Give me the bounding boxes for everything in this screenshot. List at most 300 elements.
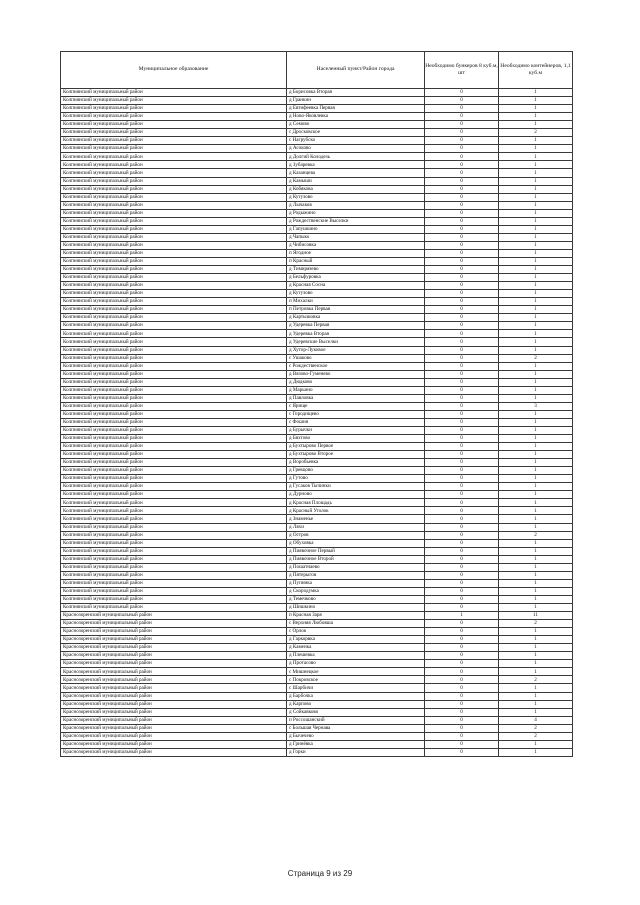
cell-containers: 1 [499, 660, 573, 668]
cell-containers: 1 [499, 491, 573, 499]
cell-municipality: Краснозоренский муниципальный район [61, 692, 287, 700]
cell-containers: 1 [499, 563, 573, 571]
cell-bunkers: 0 [425, 579, 499, 587]
cell-bunkers: 0 [425, 89, 499, 97]
table-row [61, 499, 573, 507]
cell-bunkers: 0 [425, 274, 499, 282]
cell-municipality: Колпнянский муниципальный район [61, 563, 287, 571]
cell-municipality: Краснозоренский муниципальный район [61, 668, 287, 676]
table-row [61, 378, 573, 386]
cell-settlement: с Рождественское [287, 362, 425, 370]
table-row [61, 684, 573, 692]
cell-containers: 1 [499, 161, 573, 169]
cell-settlement: д Гусаков Тычинки [287, 483, 425, 491]
header-bunkers: Необходимо бункеров 8 куб.м, шт [425, 52, 499, 89]
cell-municipality: Краснозоренский муниципальный район [61, 740, 287, 748]
cell-bunkers: 0 [425, 330, 499, 338]
cell-bunkers: 0 [425, 732, 499, 740]
cell-bunkers: 0 [425, 604, 499, 612]
cell-municipality: Колпнянский муниципальный район [61, 282, 287, 290]
cell-bunkers: 0 [425, 587, 499, 595]
cell-settlement: д Дюдково [287, 378, 425, 386]
cell-containers: 1 [499, 185, 573, 193]
table-row [61, 89, 573, 97]
cell-municipality: Колпнянский муниципальный район [61, 298, 287, 306]
cell-containers: 1 [499, 137, 573, 145]
cell-municipality: Колпнянский муниципальный район [61, 314, 287, 322]
cell-settlement: д Воробьевка [287, 459, 425, 467]
cell-settlement: д Лычаков [287, 201, 425, 209]
cell-containers: 1 [499, 145, 573, 153]
cell-settlement: с Большая Чернава [287, 724, 425, 732]
cell-bunkers: 0 [425, 475, 499, 483]
cell-settlement: д Ново-Яковлевка [287, 113, 425, 121]
cell-bunkers: 0 [425, 386, 499, 394]
cell-municipality: Колпнянский муниципальный район [61, 306, 287, 314]
cell-containers: 4 [499, 716, 573, 724]
cell-settlement: с Городищево [287, 410, 425, 418]
cell-bunkers: 1 [425, 612, 499, 620]
table-row [61, 595, 573, 603]
cell-bunkers: 0 [425, 435, 499, 443]
cell-containers: 1 [499, 451, 573, 459]
cell-settlement: д Марьино [287, 386, 425, 394]
table-row [61, 193, 573, 201]
cell-bunkers: 0 [425, 145, 499, 153]
cell-settlement: д Удеревка Первая [287, 322, 425, 330]
cell-containers: 1 [499, 652, 573, 660]
cell-municipality: Колпнянский муниципальный район [61, 153, 287, 161]
cell-settlement: д Родыжино [287, 209, 425, 217]
cell-containers: 1 [499, 378, 573, 386]
cell-containers: 1 [499, 483, 573, 491]
cell-containers: 1 [499, 515, 573, 523]
cell-bunkers: 0 [425, 225, 499, 233]
cell-municipality: Краснозоренский муниципальный район [61, 612, 287, 620]
cell-settlement: д Асоково [287, 145, 425, 153]
table-row [61, 515, 573, 523]
cell-municipality: Краснозоренский муниципальный район [61, 628, 287, 636]
table-row [61, 491, 573, 499]
table-row [61, 507, 573, 515]
cell-containers: 1 [499, 266, 573, 274]
cell-bunkers: 0 [425, 660, 499, 668]
cell-settlement: д Гапушкино [287, 225, 425, 233]
cell-containers: 1 [499, 604, 573, 612]
cell-containers: 11 [499, 612, 573, 620]
table-row [61, 225, 573, 233]
cell-settlement: д Бухтырово Первое [287, 443, 425, 451]
table-row [61, 418, 573, 426]
table-row [61, 145, 573, 153]
cell-settlement: п Россошанский [287, 716, 425, 724]
cell-containers: 1 [499, 692, 573, 700]
table-row [61, 314, 573, 322]
cell-municipality: Колпнянский муниципальный район [61, 467, 287, 475]
cell-containers: 1 [499, 708, 573, 716]
cell-settlement: д Темечково [287, 595, 425, 603]
cell-municipality: Колпнянский муниципальный район [61, 394, 287, 402]
cell-containers: 1 [499, 233, 573, 241]
cell-municipality: Краснозоренский муниципальный район [61, 660, 287, 668]
cell-containers: 3 [499, 402, 573, 410]
cell-containers: 1 [499, 121, 573, 129]
cell-containers: 1 [499, 410, 573, 418]
table-row [61, 394, 573, 402]
cell-settlement: д Чапыко [287, 233, 425, 241]
cell-bunkers: 0 [425, 153, 499, 161]
cell-municipality: Колпнянский муниципальный район [61, 595, 287, 603]
table-row [61, 708, 573, 716]
table-row [61, 201, 573, 209]
cell-bunkers: 0 [425, 185, 499, 193]
cell-bunkers: 0 [425, 724, 499, 732]
cell-municipality: Колпнянский муниципальный район [61, 266, 287, 274]
cell-bunkers: 0 [425, 410, 499, 418]
cell-bunkers: 0 [425, 370, 499, 378]
cell-containers: 1 [499, 290, 573, 298]
table-row [61, 241, 573, 249]
table-row [61, 467, 573, 475]
cell-bunkers: 0 [425, 531, 499, 539]
table-row [61, 362, 573, 370]
cell-bunkers: 0 [425, 507, 499, 515]
cell-settlement: д Гринёвка [287, 740, 425, 748]
cell-bunkers: 0 [425, 241, 499, 249]
cell-containers: 1 [499, 193, 573, 201]
cell-settlement: д Кутузово [287, 290, 425, 298]
cell-containers: 1 [499, 298, 573, 306]
table-row [61, 740, 573, 748]
cell-containers: 1 [499, 153, 573, 161]
cell-containers: 1 [499, 346, 573, 354]
cell-bunkers: 0 [425, 177, 499, 185]
cell-settlement: д Пиявочное Первый [287, 547, 425, 555]
cell-bunkers: 0 [425, 354, 499, 362]
cell-settlement: д Шишкино [287, 604, 425, 612]
cell-settlement: д Казанцева [287, 169, 425, 177]
cell-municipality: Колпнянский муниципальный район [61, 475, 287, 483]
cell-bunkers: 0 [425, 595, 499, 603]
cell-settlement: д Тимирязево [287, 266, 425, 274]
cell-settlement: д Пиявочное Второй [287, 555, 425, 563]
table-row [61, 668, 573, 676]
cell-settlement: д Пятерыгов [287, 571, 425, 579]
cell-municipality: Краснозоренский муниципальный район [61, 700, 287, 708]
cell-containers: 1 [499, 306, 573, 314]
cell-containers: 2 [499, 129, 573, 137]
cell-municipality: Колпнянский муниципальный район [61, 290, 287, 298]
cell-bunkers: 0 [425, 628, 499, 636]
cell-municipality: Колпнянский муниципальный район [61, 435, 287, 443]
cell-settlement: с Дросковское [287, 129, 425, 137]
cell-containers: 1 [499, 249, 573, 257]
cell-containers: 1 [499, 338, 573, 346]
cell-bunkers: 0 [425, 684, 499, 692]
table-row [61, 571, 573, 579]
cell-settlement: с Покровское [287, 676, 425, 684]
cell-bunkers: 0 [425, 362, 499, 370]
cell-municipality: Колпнянский муниципальный район [61, 241, 287, 249]
cell-containers: 1 [499, 314, 573, 322]
cell-settlement: д Красная Площадь [287, 499, 425, 507]
cell-municipality: Колпнянский муниципальный район [61, 579, 287, 587]
cell-containers: 1 [499, 668, 573, 676]
table-row [61, 266, 573, 274]
table-row [61, 137, 573, 145]
cell-bunkers: 0 [425, 515, 499, 523]
table-row [61, 716, 573, 724]
cell-municipality: Колпнянский муниципальный район [61, 177, 287, 185]
cell-containers: 1 [499, 370, 573, 378]
cell-containers: 1 [499, 217, 573, 225]
cell-bunkers: 0 [425, 378, 499, 386]
cell-bunkers: 0 [425, 137, 499, 145]
table-row [61, 555, 573, 563]
table-row [61, 636, 573, 644]
table-row [61, 410, 573, 418]
table-row [61, 402, 573, 410]
cell-settlement: д Кутузово [287, 193, 425, 201]
table-row [61, 249, 573, 257]
cell-municipality: Колпнянский муниципальный район [61, 370, 287, 378]
cell-containers: 1 [499, 169, 573, 177]
cell-settlement: д Гутово [287, 475, 425, 483]
cell-settlement: п Красная Заря [287, 612, 425, 620]
cell-containers: 1 [499, 571, 573, 579]
table-row [61, 129, 573, 137]
cell-bunkers: 0 [425, 491, 499, 499]
cell-municipality: Колпнянский муниципальный район [61, 507, 287, 515]
cell-settlement: д Красная Сосна [287, 282, 425, 290]
cell-municipality: Колпнянский муниципальный район [61, 354, 287, 362]
cell-settlement: д Горки [287, 748, 425, 756]
table-row [61, 620, 573, 628]
cell-municipality: Колпнянский муниципальный район [61, 418, 287, 426]
table-row [61, 209, 573, 217]
cell-municipality: Краснозоренский муниципальный район [61, 732, 287, 740]
cell-municipality: Колпнянский муниципальный район [61, 257, 287, 265]
cell-municipality: Колпнянский муниципальный район [61, 137, 287, 145]
cell-municipality: Колпнянский муниципальный район [61, 491, 287, 499]
cell-bunkers: 0 [425, 161, 499, 169]
cell-containers: 1 [499, 394, 573, 402]
cell-settlement: д Вязово-Гуменево [287, 370, 425, 378]
cell-municipality: Колпнянский муниципальный район [61, 523, 287, 531]
cell-bunkers: 0 [425, 652, 499, 660]
cell-settlement: п Красный [287, 257, 425, 265]
table-row [61, 185, 573, 193]
table-body [61, 89, 573, 757]
page-footer: Страница 9 из 29 [287, 869, 353, 878]
cell-bunkers: 0 [425, 169, 499, 177]
table-row [61, 579, 573, 587]
cell-settlement: д Обуховка [287, 539, 425, 547]
cell-settlement: д Протасово [287, 660, 425, 668]
cell-bunkers: 0 [425, 306, 499, 314]
table-row [61, 322, 573, 330]
cell-containers: 1 [499, 579, 573, 587]
cell-bunkers: 0 [425, 121, 499, 129]
cell-settlement: д Бяхтово [287, 435, 425, 443]
cell-settlement: с Шарбичи [287, 684, 425, 692]
table-row [61, 443, 573, 451]
table-row [61, 306, 573, 314]
cell-bunkers: 0 [425, 740, 499, 748]
cell-containers: 1 [499, 507, 573, 515]
table-row [61, 257, 573, 265]
cell-municipality: Колпнянский муниципальный район [61, 193, 287, 201]
table-row [61, 692, 573, 700]
table-row [61, 475, 573, 483]
cell-municipality: Колпнянский муниципальный район [61, 386, 287, 394]
cell-bunkers: 0 [425, 201, 499, 209]
cell-containers: 1 [499, 105, 573, 113]
cell-settlement: д Семово [287, 121, 425, 129]
cell-municipality: Краснозоренский муниципальный район [61, 724, 287, 732]
cell-bunkers: 0 [425, 257, 499, 265]
table-row [61, 652, 573, 660]
table-row [61, 370, 573, 378]
table-header [61, 52, 573, 89]
cell-containers: 1 [499, 177, 573, 185]
cell-municipality: Колпнянский муниципальный район [61, 499, 287, 507]
cell-containers: 1 [499, 113, 573, 121]
cell-settlement: с Ушаково [287, 354, 425, 362]
cell-municipality: Колпнянский муниципальный район [61, 233, 287, 241]
table-row [61, 105, 573, 113]
cell-settlement: д Пупинка [287, 579, 425, 587]
cell-municipality: Колпнянский муниципальный район [61, 459, 287, 467]
cell-bunkers: 0 [425, 233, 499, 241]
cell-settlement: п Ягодное [287, 249, 425, 257]
table-row [61, 435, 573, 443]
table-row [61, 547, 573, 555]
cell-bunkers: 0 [425, 322, 499, 330]
cell-municipality: Колпнянский муниципальный район [61, 97, 287, 105]
table-row [61, 338, 573, 346]
cell-bunkers: 0 [425, 290, 499, 298]
cell-settlement: д Борисовка Вторая [287, 89, 425, 97]
cell-containers: 1 [499, 330, 573, 338]
cell-containers: 2 [499, 531, 573, 539]
cell-municipality: Колпнянский муниципальный район [61, 604, 287, 612]
cell-settlement: д Рождественские Выселки [287, 217, 425, 225]
cell-settlement: д Удеревские Выселки [287, 338, 425, 346]
cell-bunkers: 0 [425, 499, 499, 507]
cell-containers: 1 [499, 418, 573, 426]
cell-municipality: Колпнянский муниципальный район [61, 402, 287, 410]
cell-municipality: Колпнянский муниципальный район [61, 587, 287, 595]
cell-bunkers: 0 [425, 668, 499, 676]
cell-settlement: с Орлок [287, 628, 425, 636]
table-row [61, 233, 573, 241]
cell-settlement: д Ляхи [287, 523, 425, 531]
cell-containers: 1 [499, 628, 573, 636]
cell-municipality: Колпнянский муниципальный район [61, 113, 287, 121]
cell-bunkers: 0 [425, 129, 499, 137]
table-row [61, 177, 573, 185]
cell-containers: 2 [499, 676, 573, 684]
cell-bunkers: 0 [425, 555, 499, 563]
cell-bunkers: 0 [425, 467, 499, 475]
cell-bunkers: 0 [425, 563, 499, 571]
cell-settlement: с Верхняя Любовша [287, 620, 425, 628]
cell-settlement: д Павловка [287, 394, 425, 402]
cell-bunkers: 0 [425, 443, 499, 451]
cell-bunkers: 0 [425, 483, 499, 491]
cell-municipality: Колпнянский муниципальный район [61, 555, 287, 563]
cell-containers: 2 [499, 724, 573, 732]
cell-municipality: Колпнянский муниципальный район [61, 547, 287, 555]
cell-containers: 1 [499, 241, 573, 249]
cell-containers: 2 [499, 732, 573, 740]
cell-settlement: д Каменка [287, 644, 425, 652]
cell-containers: 1 [499, 523, 573, 531]
table-row [61, 97, 573, 105]
cell-settlement: д Остров [287, 531, 425, 539]
cell-bunkers: 0 [425, 282, 499, 290]
cell-municipality: Краснозоренский муниципальный район [61, 644, 287, 652]
cell-containers: 1 [499, 322, 573, 330]
cell-containers: 1 [499, 595, 573, 603]
cell-settlement: д Камыши [287, 177, 425, 185]
cell-settlement: д Картышовка [287, 314, 425, 322]
cell-municipality: Колпнянский муниципальный район [61, 531, 287, 539]
cell-containers: 1 [499, 499, 573, 507]
cell-bunkers: 0 [425, 459, 499, 467]
cell-municipality: Краснозоренский муниципальный район [61, 716, 287, 724]
cell-containers: 1 [499, 209, 573, 217]
cell-bunkers: 0 [425, 708, 499, 716]
table-row [61, 483, 573, 491]
cell-bunkers: 0 [425, 346, 499, 354]
cell-municipality: Колпнянский муниципальный район [61, 121, 287, 129]
cell-settlement: д Евтифеевка Первая [287, 105, 425, 113]
table-row [61, 290, 573, 298]
table-row [61, 346, 573, 354]
cell-bunkers: 0 [425, 209, 499, 217]
cell-bunkers: 0 [425, 451, 499, 459]
table-row [61, 217, 573, 225]
cell-containers: 1 [499, 89, 573, 97]
cell-bunkers: 0 [425, 523, 499, 531]
cell-settlement: д Скородумка [287, 587, 425, 595]
cell-bunkers: 0 [425, 636, 499, 644]
cell-containers: 1 [499, 362, 573, 370]
cell-settlement: с Фошня [287, 418, 425, 426]
header-row [61, 52, 573, 89]
cell-containers: 1 [499, 467, 573, 475]
cell-settlement: д Долгий Колодезь [287, 153, 425, 161]
cell-bunkers: 0 [425, 338, 499, 346]
table-row [61, 523, 573, 531]
cell-settlement: д Кобякова [287, 185, 425, 193]
cell-municipality: Краснозоренский муниципальный район [61, 684, 287, 692]
cell-municipality: Колпнянский муниципальный район [61, 217, 287, 225]
table-row [61, 724, 573, 732]
cell-containers: 1 [499, 225, 573, 233]
cell-municipality: Колпнянский муниципальный район [61, 129, 287, 137]
cell-bunkers: 0 [425, 394, 499, 402]
table-row [61, 298, 573, 306]
cell-bunkers: 0 [425, 426, 499, 434]
cell-bunkers: 0 [425, 314, 499, 322]
table-row [61, 121, 573, 129]
cell-municipality: Колпнянский муниципальный район [61, 338, 287, 346]
cell-municipality: Колпнянский муниципальный район [61, 145, 287, 153]
cell-containers: 1 [499, 201, 573, 209]
